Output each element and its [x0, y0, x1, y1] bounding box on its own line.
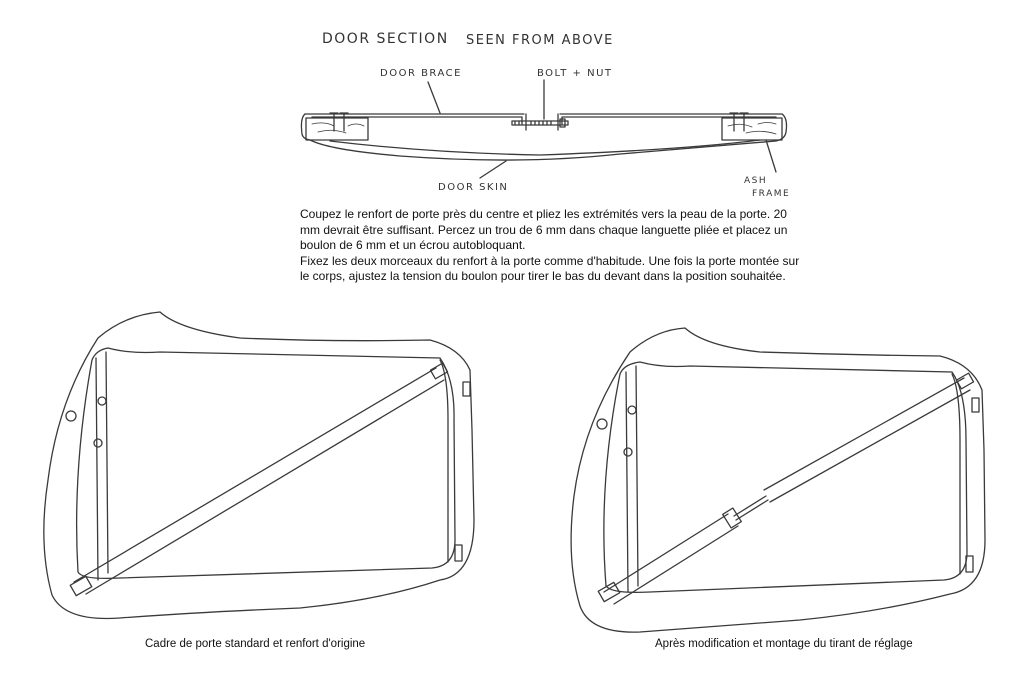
label-door-skin: DOOR SKIN: [438, 182, 509, 193]
ash-grain-right: [728, 123, 776, 135]
door-section-diagram: [301, 80, 786, 178]
door-brace-upper: [764, 378, 970, 502]
handle-hole: [597, 419, 607, 429]
caption-modified-door: Après modification et montage du tirant de réglage: [655, 638, 913, 650]
door-brace-original: [74, 368, 444, 594]
label-ash: ASH: [744, 176, 768, 186]
ash-frame-right: [722, 118, 782, 140]
lock-plate-bottom: [455, 545, 462, 561]
lock-plate-top: [972, 398, 979, 412]
section-title: DOOR SECTION: [322, 31, 449, 47]
hinge-pillar: [96, 352, 108, 580]
instructions-paragraph-1: Coupez le renfort de porte près du centre et pliez les extrémités vers la peau de la porte. 20 mm devrait être suffisant. Percez un trou de 6 mm dans chaque languette pliée et placez un boulon de 6 mm et un écrou autobloquant.: [300, 207, 788, 252]
instructions-paragraph-2: Fixez les deux morceaux du renfort à la porte comme d'habitude. Une fois la porte montée sur le corps, ajustez la tension du boulon pour tirer le bas du devant dans la position souhaitée.: [300, 253, 800, 283]
section-subtitle: SEEN FROM ABOVE: [466, 33, 614, 48]
standard-door-drawing: [44, 312, 474, 619]
hinge-bolt-top: [628, 406, 636, 414]
label-bolt-nut: BOLT + NUT: [537, 68, 613, 79]
lock-plate-top: [463, 382, 470, 396]
brace-end-bottom: [598, 582, 620, 601]
adjuster-nut: [723, 508, 742, 528]
hinge-pillar: [626, 366, 638, 592]
instructions-text: [300, 207, 800, 285]
handle-hole: [66, 411, 76, 421]
hinge-bolt-bottom: [94, 439, 102, 447]
label-frame: FRAME: [752, 189, 791, 199]
leader-door-skin: [480, 161, 506, 178]
lock-pillar: [440, 360, 448, 562]
hinge-bolt-top: [98, 397, 106, 405]
hinge-bolt-bottom: [624, 448, 632, 456]
caption-standard-door: Cadre de porte standard et renfort d'origine: [145, 638, 366, 650]
leader-door-brace: [428, 82, 440, 113]
ash-grain-left: [312, 123, 364, 133]
screws-right: [730, 113, 748, 131]
adjuster-tie-rod: [734, 496, 768, 520]
leader-ash-frame: [766, 140, 776, 172]
ash-frame-left: [306, 118, 368, 140]
door-skin-curve: [310, 140, 776, 160]
modified-door-drawing: [571, 328, 985, 632]
label-door-brace: DOOR BRACE: [380, 68, 462, 79]
door-frame-inner: [77, 348, 455, 578]
lock-pillar: [952, 374, 960, 574]
screws-left: [330, 113, 348, 131]
